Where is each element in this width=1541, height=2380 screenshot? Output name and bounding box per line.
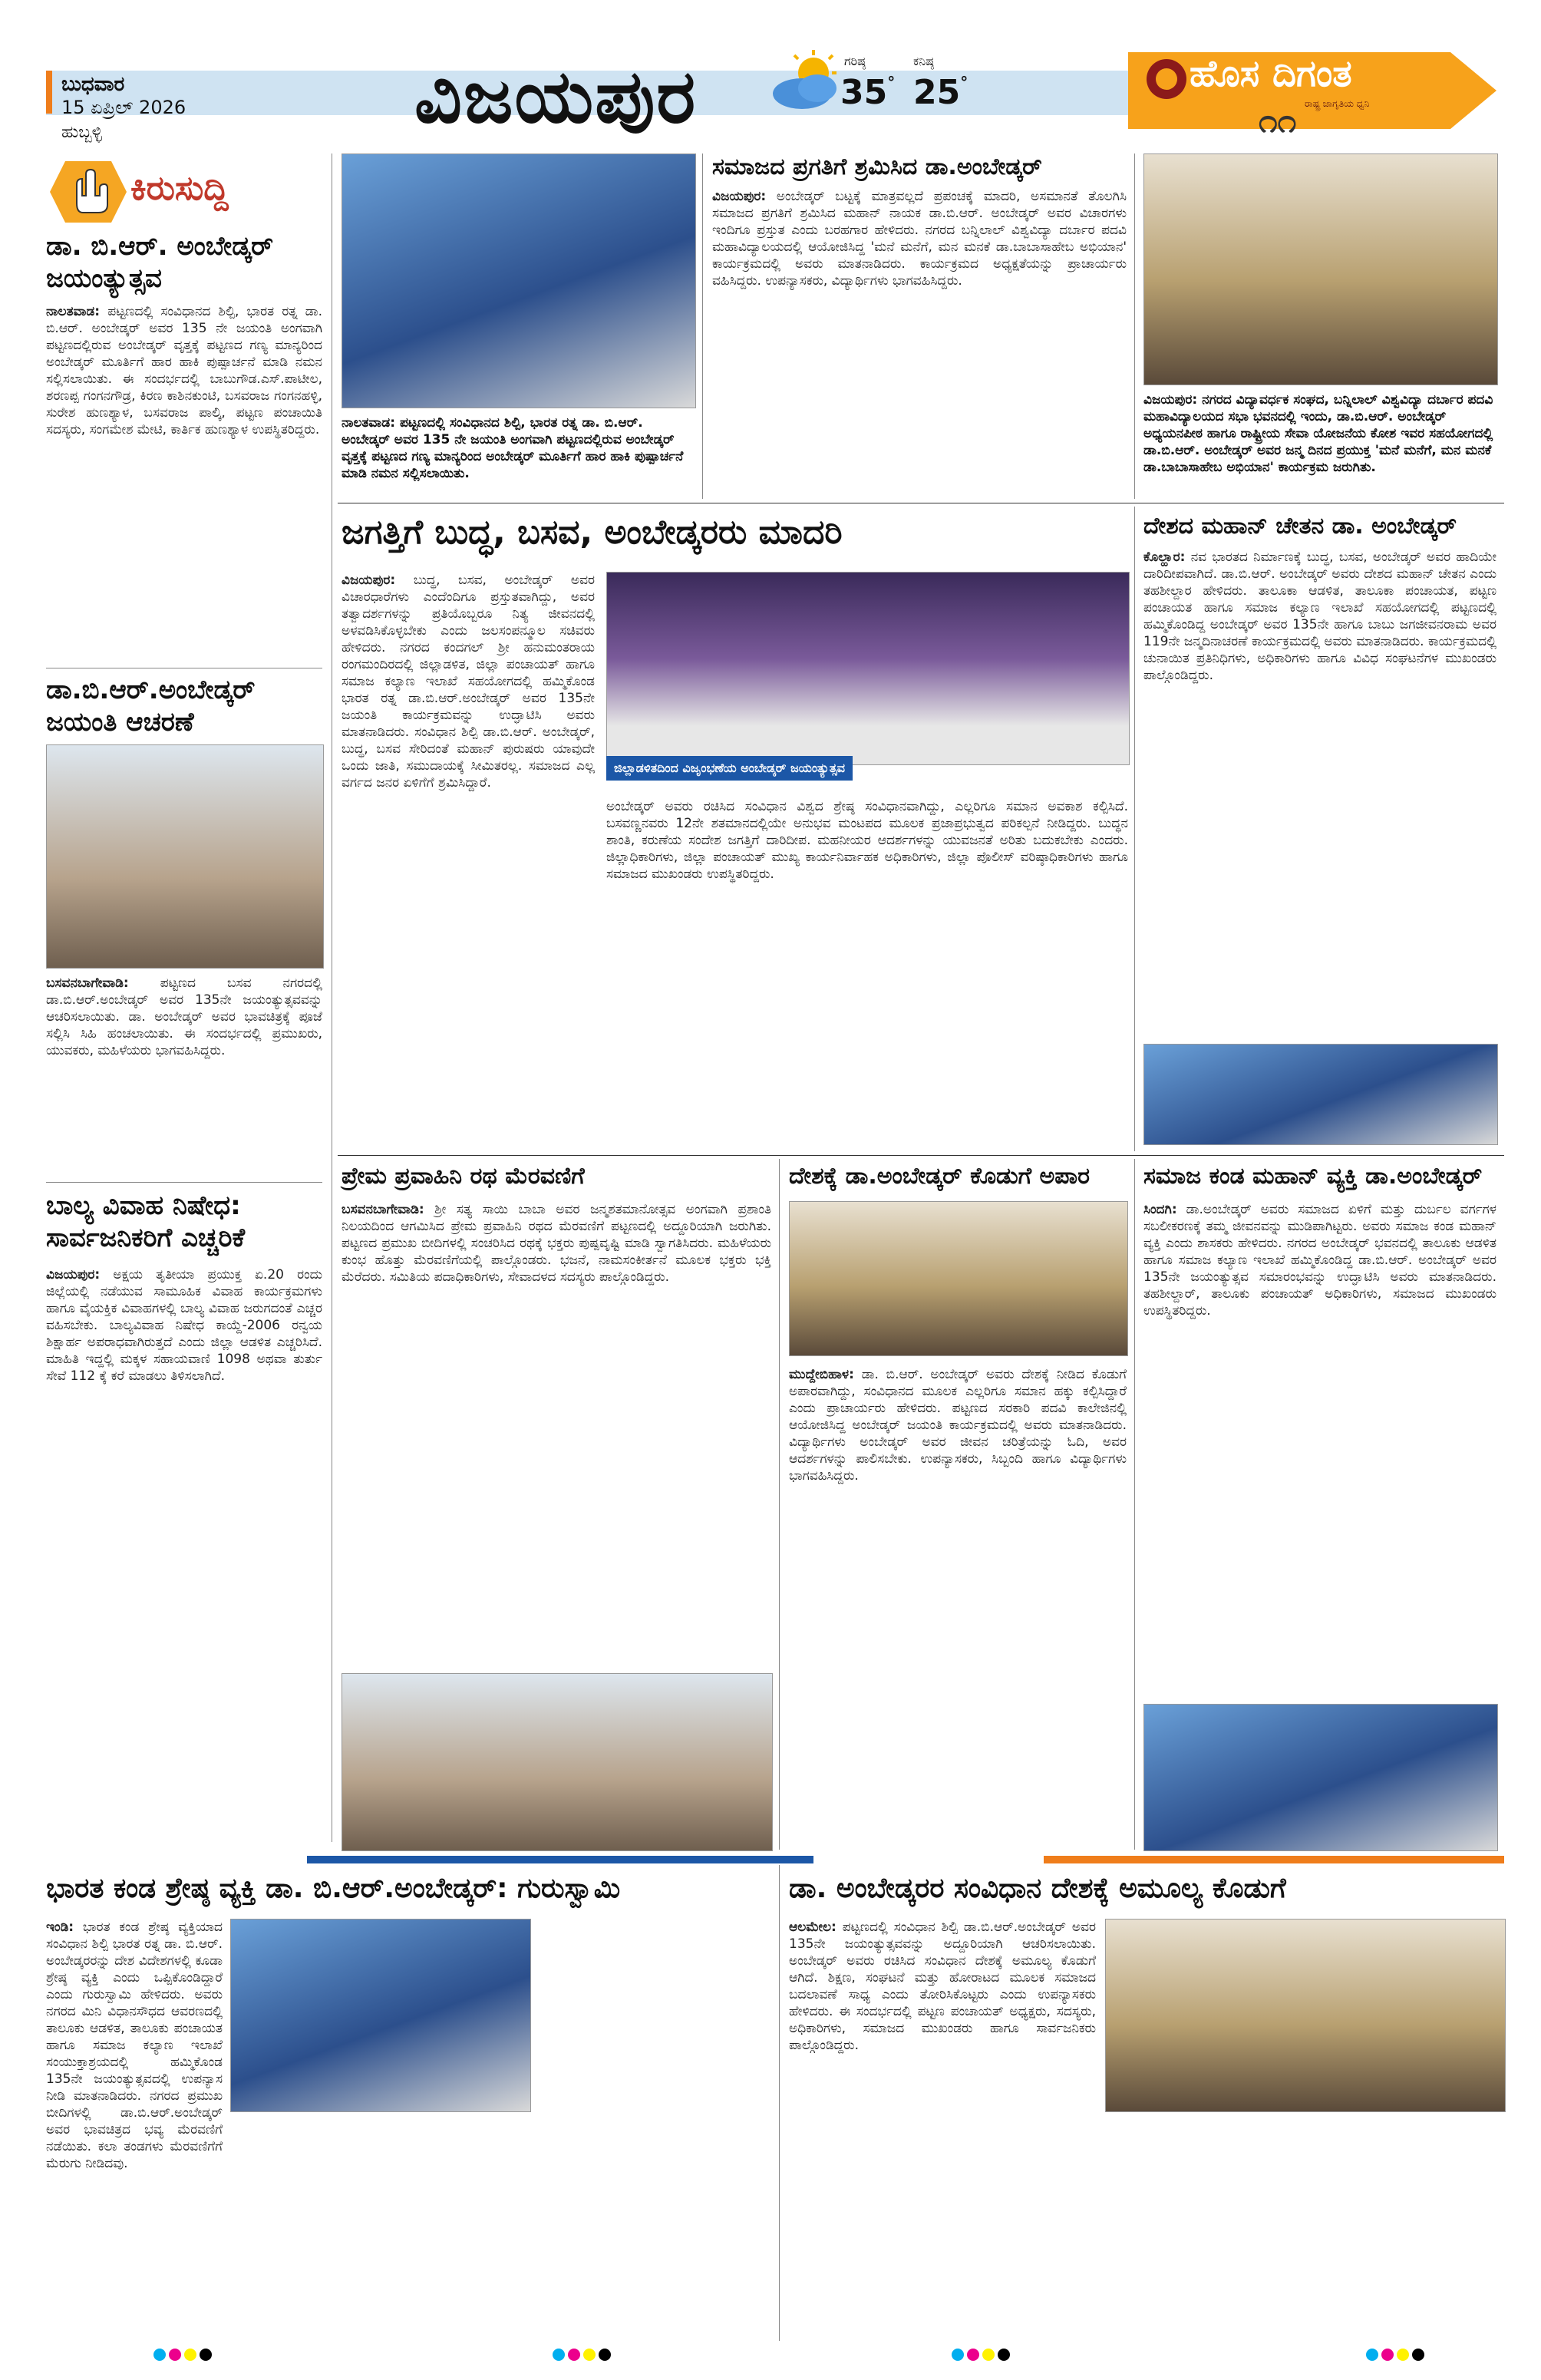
right-story-text: ನವ ಭಾರತದ ನಿರ್ಮಾಣಕ್ಕೆ ಬುದ್ಧ, ಬಸವ, ಅಂಬೇಡ್ಕರ್ ಅವರ ಹಾದಿಯೇ ದಾರಿದೀಪವಾಗಿದೆ. ಡಾ.ಬಿ.ಆರ್. ಅಂಬೇಡ್ಕರ್ ಅವರು ದೇಶದ ಮಹಾನ್ ಚೇತನ ಎಂದು ತಹಶೀಲ್ದಾರ ಹೇಳಿದರು. ತಾಲೂಕಾ ಆಡಳಿತ, ತಾಲೂಕಾ ಪಂಚಾಯತ, ಪಟ್ಟಣ ಪಂಚಾಯತ ಹಾಗೂ ಸಮಾಜ ಕಲ್ಯಾಣ ಇಲಾಖೆ ಸಹಯೋಗದಲ್ಲಿ ಪಟ್ಟಣದಲ್ಲಿ ಹಮ್ಮಿಕೊಂಡಿದ್ದ ಅಂಬೇಡ್ಕರ್ ಅವರ 135ನೇ ಹಾಗೂ ಬಾಬು ಜಗಜೀವನರಾಮ ಅವರ 119ನೇ ಜನ್ಮದಿನಾಚರಣೆ ಕಾರ್ಯಕ್ರಮದಲ್ಲಿ ಅವರು ಮಾತನಾಡಿದರು. ಕಾರ್ಯಕ್ರಮದಲ್ಲಿ ಚುನಾಯಿತ ಪ್ರತಿನಿಧಿಗಳು, ಅಧಿಕಾರಿಗಳು ಹಾಗೂ ವಿವಿಧ ಸಂಘಟನೆಗಳ ಮುಖಂಡರು ಪಾಲ್ಗೊಂಡಿದ್ದರು. <box>1143 550 1496 683</box>
mid-story2-dateline: ಮುದ್ದೇಬಿಹಾಳ: <box>789 1367 854 1382</box>
column-divider <box>1134 1159 1135 1850</box>
bottom-story2-title: ಡಾ. ಅಂಬೇಡ್ಕರರ ಸಂವಿಧಾನ ದೇಶಕ್ಕೆ ಅಮೂಲ್ಯ ಕೊಡುಗೆ <box>789 1873 1286 1904</box>
bottom-story1-photo <box>230 1919 531 2112</box>
temp-max-value: 35 <box>840 73 888 112</box>
registration-dots-icon <box>1366 2349 1435 2364</box>
top-story-body <box>712 188 1127 289</box>
section-strip <box>46 1856 1504 1863</box>
bottom-story2-body <box>789 1919 1096 2054</box>
top-photo-statue <box>342 153 696 408</box>
bottom-story1-title: ಭಾರತ ಕಂಡ ಶ್ರೇಷ್ಠ ವ್ಯಕ್ತಿ ಡಾ. ಬಿ.ಆರ್.ಅಂಬೇಡ್ಕರ್: ಗುರುಸ್ವಾಮಿ <box>46 1873 621 1904</box>
bottom-story1-body <box>46 1919 223 2172</box>
mid-story3-text: ಡಾ.ಅಂಬೇಡ್ಕರ್ ಅವರು ಸಮಾಜದ ಏಳಿಗೆ ಮತ್ತು ದುರ್ಬಲ ವರ್ಗಗಳ ಸಬಲೀಕರಣಕ್ಕೆ ತಮ್ಮ ಜೀವನವನ್ನು ಮುಡಿಪಾಗಿಟ್ಟರು. ಅವರು ಸಮಾಜ ಕಂಡ ಮಹಾನ್ ವ್ಯಕ್ತಿ ಎಂದು ಶಾಸಕರು ಹೇಳಿದರು. ನಗರದ ಅಂಬೇಡ್ಕರ್ ಭವನದಲ್ಲಿ ತಾಲೂಕು ಆಡಳಿತ ಹಾಗೂ ಸಮಾಜ ಕಲ್ಯಾಣ ಇಲಾಖೆ ಹಮ್ಮಿಕೊಂಡಿದ್ದ ಡಾ.ಬಿ.ಆರ್. ಅಂಬೇಡ್ಕರ್ ಅವರ 135ನೇ ಜಯಂತ್ಯುತ್ಸವ ಸಮಾರಂಭವನ್ನು ಉದ್ಘಾಟಿಸಿ ಅವರು ಮಾತನಾಡಿದರು. ತಹಶೀಲ್ದಾರ್, ತಾಲೂಕು ಪಂಚಾಯತ್ ಅಧಿಕಾರಿಗಳು, ಸಮಾಜದ ಮುಖಂಡರು ಉಪಸ್ಥಿತರಿದ್ದರು. <box>1143 1202 1497 1319</box>
brand-tagline: ರಾಷ್ಟ್ರ ಜಾಗೃತಿಯ ಧ್ವನಿ <box>1305 98 1370 109</box>
kiru-story1-body <box>46 303 322 438</box>
kiru-story2-dateline: ಬಸವನಬಾಗೇವಾಡಿ: <box>46 975 129 991</box>
top-photo-caption: ನಾಲತವಾಡ: ಪಟ್ಟಣದಲ್ಲಿ ಸಂವಿಧಾನದ ಶಿಲ್ಪಿ, ಭಾರತ ರತ್ನ ಡಾ. ಬಿ.ಆರ್. ಅಂಬೇಡ್ಕರ್ ಅವರ 135 ನೇ ಜಯಂತಿ ಅಂಗವಾಗಿ ಪಟ್ಟಣದಲ್ಲಿರುವ ಅಂಬೇಡ್ಕರ್ ವೃತ್ತಕ್ಕೆ ಪಟ್ಟಣದ ಗಣ್ಯ ಮಾನ್ಯರಿಂದ ಅಂಬೇಡ್ಕರ್ ಮೂರ್ತಿಗೆ ಹಾರ ಹಾಕಿ ಪುಷ್ಪಾರ್ಚನೆ ಮಾಡಿ ನಮನ ಸಲ್ಲಿಸಲಾಯಿತು. <box>342 415 684 481</box>
date-block <box>61 73 246 142</box>
column-divider <box>1134 153 1135 499</box>
kiru-story3-body <box>46 1266 322 1385</box>
bottom-story2-text: ಪಟ್ಟಣದಲ್ಲಿ ಸಂವಿಧಾನ ಶಿಲ್ಪಿ ಡಾ.ಬಿ.ಆರ್.ಅಂಬೇಡ್ಕರ್ ಅವರ 135ನೇ ಜಯಂತ್ಯುತ್ಸವವನ್ನು ಅದ್ದೂರಿಯಾಗಿ ಆಚರಿಸಲಾಯಿತು. ಅಂಬೇಡ್ಕರ್ ಅವರು ರಚಿಸಿದ ಸಂವಿಧಾನ ದೇಶಕ್ಕೆ ಅಮೂಲ್ಯ ಕೊಡುಗೆ ಆಗಿದೆ. ಶಿಕ್ಷಣ, ಸಂಘಟನೆ ಮತ್ತು ಹೋರಾಟದ ಮೂಲಕ ಸಮಾಜದ ಬದಲಾವಣೆ ಸಾಧ್ಯ ಎಂದು ತೋರಿಸಿಕೊಟ್ಟರು ಎಂದು ಉಪನ್ಯಾಸಕರು ಹೇಳಿದರು. ಈ ಸಂದರ್ಭದಲ್ಲಿ ಪಟ್ಟಣ ಪಂಚಾಯತ್ ಅಧ್ಯಕ್ಷರು, ಸದಸ್ಯರು, ಅಧಿಕಾರಿಗಳು, ಸಮಾಜದ ಮುಖಂಡರು ಹಾಗೂ ಸಾರ್ವಜನಿಕರು ಪಾಲ್ಗೊಂಡಿದ್ದರು. <box>789 1920 1096 2053</box>
column-divider <box>779 1865 780 2341</box>
kiru-story1-dateline: ನಾಲತವಾಡ: <box>46 304 101 319</box>
registration-dots-icon <box>952 2349 1021 2364</box>
lead-photo-caption: ಜಿಲ್ಲಾಡಳಿತದಿಂದ ವಿಜೃಂಭಣೆಯ ಅಂಬೇಡ್ಕರ್ ಜಯಂತ್ಯುತ್ಸವ <box>606 756 853 781</box>
top-story-title: ಸಮಾಜದ ಪ್ರಗತಿಗೆ ಶ್ರಮಿಸಿದ ಡಾ.ಅಂಬೇಡ್ಕರ್ <box>712 153 1042 180</box>
lead-title: ಜಗತ್ತಿಗೆ ಬುದ್ಧ, ಬಸವ, ಅಂಬೇಡ್ಕರರು ಮಾದರಿ <box>342 513 843 552</box>
top-story-dateline: ವಿಜಯಪುರ: <box>712 189 767 204</box>
mid-story3-dateline: ಸಿಂದಗಿ: <box>1143 1202 1177 1217</box>
right-story-title: ದೇಶದ ಮಹಾನ್ ಚೇತನ ಡಾ. ಅಂಬೇಡ್ಕರ್ <box>1143 513 1457 540</box>
strip-orange <box>1044 1856 1504 1863</box>
lead-photo <box>606 572 1130 765</box>
mid-story3-photo <box>1143 1704 1498 1851</box>
mid-story2-text: ಡಾ. ಬಿ.ಆರ್. ಅಂಬೇಡ್ಕರ್ ಅವರು ದೇಶಕ್ಕೆ ನೀಡಿದ ಕೊಡುಗೆ ಅಪಾರವಾಗಿದ್ದು, ಸಂವಿಧಾನದ ಮೂಲಕ ಎಲ್ಲರಿಗೂ ಸಮಾನ ಹಕ್ಕು ಕಲ್ಪಿಸಿದ್ದಾರೆ ಎಂದು ಪ್ರಾಚಾರ್ಯರು ಹೇಳಿದರು. ಪಟ್ಟಣದ ಸರಕಾರಿ ಪದವಿ ಕಾಲೇಜಿನಲ್ಲಿ ಆಯೋಜಿಸಿದ್ದ ಅಂಬೇಡ್ಕರ್ ಜಯಂತಿ ಕಾರ್ಯಕ್ರಮದಲ್ಲಿ ಅವರು ಮಾತನಾಡಿದರು. ವಿದ್ಯಾರ್ಥಿಗಳು ಅಂಬೇಡ್ಕರ್ ಅವರ ಜೀವನ ಚರಿತ್ರೆಯನ್ನು ಓದಿ, ಅವರ ಆದರ್ಶಗಳನ್ನು ಪಾಲಿಸಬೇಕು. ಉಪನ್ಯಾಸಕರು, ಸಿಬ್ಬಂದಿ ಹಾಗೂ ವಿದ್ಯಾರ್ಥಿಗಳು ಭಾಗವಹಿಸಿದ್ದರು. <box>789 1367 1127 1484</box>
kiru-story3-text: ಅಕ್ಷಯ ತೃತೀಯಾ ಪ್ರಯುಕ್ತ ಏ.20 ರಂದು ಜಿಲ್ಲೆಯಲ್ಲಿ ನಡೆಯುವ ಸಾಮೂಹಿಕ ವಿವಾಹ ಕಾರ್ಯಕ್ರಮಗಳು ಹಾಗೂ ವೈಯಕ್ತಿಕ ವಿವಾಹಗಳಲ್ಲಿ ಬಾಲ್ಯ ವಿವಾಹ ಜರುಗದಂತೆ ಎಚ್ಚರ ವಹಿಸಬೇಕು. ಬಾಲ್ಯವಿವಾಹ ನಿಷೇಧ ಕಾಯ್ದೆ-2006 ರನ್ವಯ ಶಿಕ್ಷಾರ್ಹ ಅಪರಾಧವಾಗಿರುತ್ತದೆ ಎಂದು ಜಿಲ್ಲಾ ಆಡಳಿತ ಎಚ್ಚರಿಸಿದೆ. ಮಾಹಿತಿ ಇದ್ದಲ್ಲಿ ಮಕ್ಕಳ ಸಹಾಯವಾಣಿ 1098 ಅಥವಾ ತುರ್ತು ಸೇವೆ 112 ಕ್ಕೆ ಕರೆ ಮಾಡಲು ತಿಳಿಸಲಾಗಿದೆ. <box>46 1267 322 1384</box>
edition-city: ಹುಬ್ಬಳ್ಳಿ <box>61 123 103 142</box>
kiru-story1-title: ಡಾ. ಬಿ.ಆರ್. ಅಂಬೇಡ್ಕರ್ ಜಯಂತ್ಯುತ್ಸವ <box>46 231 274 294</box>
temp-min <box>913 73 968 112</box>
kiru-story3-title: ಬಾಲ್ಯ ವಿವಾಹ ನಿಷೇಧ: ಸಾರ್ವಜನಿಕರಿಗೆ ಎಚ್ಚರಿಕೆ <box>46 1190 246 1253</box>
edition-title: ವಿಜಯಪುರ <box>414 54 698 140</box>
kiru-story2-body <box>46 975 322 1059</box>
kirusuddi-label: ಕಿರುಸುದ್ದಿ <box>130 169 229 208</box>
kiru-story1-text: ಪಟ್ಟಣದಲ್ಲಿ ಸಂವಿಧಾನದ ಶಿಲ್ಪಿ, ಭಾರತ ರತ್ನ ಡಾ. ಬಿ.ಆರ್. ಅಂಬೇಡ್ಕರ್ ಅವರ 135 ನೇ ಜಯಂತಿ ಅಂಗವಾಗಿ ಪಟ್ಟಣದಲ್ಲಿರುವ ಅಂಬೇಡ್ಕರ್ ವೃತ್ತಕ್ಕೆ ಪಟ್ಟಣದ ಗಣ್ಯ ಮಾನ್ಯರಿಂದ ಅಂಬೇಡ್ಕರ್ ಮೂರ್ತಿಗೆ ಹಾರ ಹಾಕಿ ಪುಷ್ಪಾರ್ಚನೆ ಮಾಡಿ ನಮನ ಸಲ್ಲಿಸಲಾಯಿತು. ಈ ಸಂದರ್ಭದಲ್ಲಿ ಬಾಬುಗೌಡ.ಎಸ್.ಪಾಟೀಲ, ಶರಣಪ್ಪ ಗಂಗನಗೌಡ್ರ, ಕಿರಣ ಕಾಶಿನಕುಂಟಿ, ಬಸವರಾಜ ಗಂಗನಹಳ್ಳಿ, ಸುರೇಶ ಹುಣಶ್ಯಾಳ, ಬಸವರಾಜ ಪಾಲ್ಕಿ, ಪಟ್ಟಣ ಪಂಚಾಯಿತಿ ಸದಸ್ಯರು, ಸಂಗಮೇಶ ಮೇಟಿ, ಕಾರ್ತಿಕ ಹುಣಶ್ಯಾಳ ಉಪಸ್ಥಿತರಿದ್ದರು. <box>46 304 322 437</box>
mid-story1-photo <box>342 1673 773 1851</box>
lead-body-col1 <box>342 572 595 791</box>
bottom-story1-text: ಭಾರತ ಕಂಡ ಶ್ರೇಷ್ಠ ವ್ಯಕ್ತಿಯಾದ ಸಂವಿಧಾನ ಶಿಲ್ಪಿ ಭಾರತ ರತ್ನ ಡಾ. ಬಿ.ಆರ್. ಅಂಬೇಡ್ಕರರನ್ನು ದೇಶ ವಿದೇಶಗಳಲ್ಲಿ ಕೂಡಾ ಶ್ರೇಷ್ಠ ವ್ಯಕ್ತಿ ಎಂದು ಒಪ್ಪಿಕೊಂಡಿದ್ದಾರೆ ಎಂದು ಗುರುಸ್ವಾಮಿ ಹೇಳಿದರು. ಅವರು ನಗರದ ಮಿನಿ ವಿಧಾನಸೌಧದ ಆವರಣದಲ್ಲಿ ತಾಲೂಕು ಆಡಳಿತ, ತಾಲೂಕು ಪಂಚಾಯತ ಹಾಗೂ ಸಮಾಜ ಕಲ್ಯಾಣ ಇಲಾಖೆ ಸಂಯುಕ್ತಾಶ್ರಯದಲ್ಲಿ ಹಮ್ಮಿಕೊಂಡ 135ನೇ ಜಯಂತ್ಯುತ್ಸವದಲ್ಲಿ ಉಪನ್ಯಾಸ ನೀಡಿ ಮಾತನಾಡಿದರು. ನಗರದ ಪ್ರಮುಖ ಬೀದಿಗಳಲ್ಲಿ ಡಾ.ಬಿ.ಆರ್.ಅಂಬೇಡ್ಕರ್ ಅವರ ಭಾವಚಿತ್ರದ ಭವ್ಯ ಮೆರವಣಿಗೆ ನಡೆಯಿತು. ಕಲಾ ತಂಡಗಳು ಮೆರವಣಿಗೆಗೆ ಮೆರುಗು ನೀಡಿದವು. <box>46 1920 223 2171</box>
date-accent-bar <box>46 71 52 114</box>
hand-point-icon <box>46 157 130 226</box>
kiru-story2-text: ಪಟ್ಟಣದ ಬಸವ ನಗರದಲ್ಲಿ ಡಾ.ಬಿ.ಆರ್.ಅಂಬೇಡ್ಕರ್ ಅವರ 135ನೇ ಜಯಂತ್ಯುತ್ಸವವನ್ನು ಆಚರಿಸಲಾಯಿತು. ಡಾ. ಅಂಬೇಡ್ಕರ್ ಅವರ ಭಾವಚಿತ್ರಕ್ಕೆ ಪೂಜೆ ಸಲ್ಲಿಸಿ ಸಿಹಿ ಹಂಚಲಾಯಿತು. ಈ ಸಂದರ್ಭದಲ್ಲಿ ಪ್ರಮುಖರು, ಯುವಕರು, ಮಹಿಳೆಯರು ಭಾಗವಹಿಸಿದ್ದರು. <box>46 975 322 1058</box>
top-photo-group <box>1143 153 1498 385</box>
mid-story2-body <box>789 1366 1127 1484</box>
lead-photo-caption-box <box>606 756 883 781</box>
sun-cloud-icon <box>767 46 852 123</box>
lead-text1: ಬುದ್ಧ, ಬಸವ, ಅಂಬೇಡ್ಕರ್ ಅವರ ವಿಚಾರಧಾರೆಗಳು ಎಂದೆಂದಿಗೂ ಪ್ರಸ್ತುತವಾಗಿದ್ದು, ಅವರ ತತ್ವಾದರ್ಶಗಳನ್ನು ಪ್ರತಿಯೊಬ್ಬರೂ ನಿತ್ಯ ಜೀವನದಲ್ಲಿ ಅಳವಡಿಸಿಕೊಳ್ಳಬೇಕು ಎಂದು ಜಲಸಂಪನ್ಮೂಲ ಸಚಿವರು ಹೇಳಿದರು. ನಗರದ ಕಂದಗಲ್ ಶ್ರೀ ಹನುಮಂತರಾಯ ರಂಗಮಂದಿರದಲ್ಲಿ ಜಿಲ್ಲಾಡಳಿತ, ಜಿಲ್ಲಾ ಪಂಚಾಯತ್ ಹಾಗೂ ಸಮಾಜ ಕಲ್ಯಾಣ ಇಲಾಖೆ ಸಹಯೋಗದಲ್ಲಿ ಹಮ್ಮಿಕೊಂಡ ಭಾರತ ರತ್ನ ಡಾ.ಬಿ.ಆರ್.ಅಂಬೇಡ್ಕರ್ ಅವರ 135ನೇ ಜಯಂತಿ ಕಾರ್ಯಕ್ರಮವನ್ನು ಉದ್ಘಾಟಿಸಿ ಅವರು ಮಾತನಾಡಿದರು. ಸಂವಿಧಾನ ಶಿಲ್ಪಿ ಡಾ.ಬಿ.ಆರ್. ಅಂಬೇಡ್ಕರ್, ಬುದ್ಧ, ಬಸವ ಸೇರಿದಂತೆ ಮಹಾನ್ ಪುರುಷರು ಯಾವುದೇ ಒಂದು ಜಾತಿ, ಸಮುದಾಯಕ್ಕೆ ಸೀಮಿತರಲ್ಲ. ಸಮಾಜದ ಎಲ್ಲ ವರ್ಗದ ಜನರ ಏಳಿಗೆಗೆ ಶ್ರಮಿಸಿದ್ದಾರೆ. <box>342 573 596 791</box>
lead-body-col2: ಅಂಬೇಡ್ಕರ್ ಅವರು ರಚಿಸಿದ ಸಂವಿಧಾನ ವಿಶ್ವದ ಶ್ರೇಷ್ಠ ಸಂವಿಧಾನವಾಗಿದ್ದು, ಎಲ್ಲರಿಗೂ ಸಮಾನ ಅವಕಾಶ ಕಲ್ಪಿಸಿದೆ. ಬಸವಣ್ಣನವರು 12ನೇ ಶತಮಾನದಲ್ಲಿಯೇ ಅನುಭವ ಮಂಟಪದ ಮೂಲಕ ಪ್ರಜಾಪ್ರಭುತ್ವದ ಪರಿಕಲ್ಪನೆ ನೀಡಿದ್ದರು. ಬುದ್ಧನ ಶಾಂತಿ, ಕರುಣೆಯ ಸಂದೇಶ ಜಗತ್ತಿಗೆ ದಾರಿದೀಪ. ಮಹನೀಯರ ಆದರ್ಶಗಳನ್ನು ಯುವಜನತೆ ಅರಿತು ಬದುಕಬೇಕು ಎಂದರು. ಜಿಲ್ಲಾಧಿಕಾರಿಗಳು, ಜಿಲ್ಲಾ ಪಂಚಾಯತ್ ಮುಖ್ಯ ಕಾರ್ಯನಿರ್ವಾಹಕ ಅಧಿಕಾರಿಗಳು, ಜಿಲ್ಲಾ ಪೊಲೀಸ್ ವರಿಷ್ಠಾಧಿಕಾರಿಗಳು ಹಾಗೂ ಸಮಾಜದ ಮುಖಂಡರು ಉಪಸ್ಥಿತರಿದ್ದರು. <box>606 799 1128 882</box>
mid-story2-photo <box>789 1201 1128 1356</box>
day-name: ಬುಧವಾರ <box>61 73 125 96</box>
mid-story1-title: ಪ್ರೇಮ ಪ್ರವಾಹಿನಿ ರಥ ಮೆರವಣಿಗೆ <box>342 1163 585 1190</box>
divider <box>338 1155 1504 1156</box>
right-story-photo <box>1143 1044 1498 1145</box>
kiru-story2-photo <box>46 744 324 969</box>
registration-dots-icon <box>153 2349 223 2364</box>
bottom-story2-dateline: ಆಲಮೇಲ: <box>789 1920 836 1935</box>
degree-symbol: ° <box>960 73 968 91</box>
mid-story3-body <box>1143 1201 1496 1319</box>
strip-blue <box>307 1856 813 1863</box>
kiru-story3-dateline: ವಿಜಯಪುರ: <box>46 1267 101 1282</box>
mid-story3-title: ಸಮಾಜ ಕಂಡ ಮಹಾನ್ ವ್ಯಕ್ತಿ ಡಾ.ಅಂಬೇಡ್ಕರ್ <box>1143 1163 1483 1190</box>
temp-min-label: ಕನಿಷ್ಠ <box>913 54 934 68</box>
kiru-story2-title: ಡಾ.ಬಿ.ಆರ್.ಅಂಬೇಡ್ಕರ್ ಜಯಂತಿ ಆಚರಣೆ <box>46 675 256 738</box>
top-story-text: ಅಂಬೇಡ್ಕರ್ ಬಟ್ಟಕ್ಕೆ ಮಾತ್ರವಲ್ಲದೆ ಪ್ರಪಂಚಕ್ಕೆ ಮಾದರಿ, ಅಸಮಾನತೆ ತೊಲಗಿಸಿ ಸಮಾಜದ ಪ್ರಗತಿಗೆ ಶ್ರಮಿಸಿದ ಮಹಾನ್ ನಾಯಕ ಡಾ.ಬಿ.ಆರ್. ಅಂಬೇಡ್ಕರ್ ಅವರ ವಿಚಾರಗಳು ಇಂದಿಗೂ ಪ್ರಸ್ತುತ ಎಂದು ಬರಹಗಾರ ಹೇಳಿದರು. ನಗರದ ಬನ್ನಿಲಾಲ್ ವಿಶ್ವವಿದ್ಯಾ ದರ್ಬಾರ ಪದವಿ ಮಹಾವಿದ್ಯಾಲಯದಲ್ಲಿ ಆಯೋಜಿಸಿದ್ದ 'ಮನೆ ಮನೆಗೆ, ಮನ ಮನಕೆ ಡಾ.ಬಾಬಾಸಾಹೇಬ ಅಭಿಯಾನ' ಕಾರ್ಯಕ್ರಮದಲ್ಲಿ ಅವರು ಮಾತನಾಡಿದರು. ಕಾರ್ಯಕ್ರಮದ ಅಧ್ಯಕ್ಷತೆಯನ್ನು ಪ್ರಾಚಾರ್ಯರು ವಹಿಸಿದ್ದರು. ಉಪನ್ಯಾಸಕರು, ವಿದ್ಯಾರ್ಥಿಗಳು ಭಾಗವಹಿಸಿದ್ದರು. <box>712 189 1127 289</box>
mid-story1-text: ಶ್ರೀ ಸತ್ಯ ಸಾಯಿ ಬಾಬಾ ಅವರ ಜನ್ಮಶತಮಾನೋತ್ಸವ ಅಂಗವಾಗಿ ಪ್ರಶಾಂತಿ ನಿಲಯದಿಂದ ಆಗಮಿಸಿದ ಪ್ರೇಮ ಪ್ರವಾಹಿನಿ ರಥದ ಮೆರವಣಿಗೆ ಪಟ್ಟಣದಲ್ಲಿ ಅದ್ದೂರಿಯಾಗಿ ಜರುಗಿತು. ಪಟ್ಟಣದ ಪ್ರಮುಖ ಬೀದಿಗಳಲ್ಲಿ ಸಂಚರಿಸಿದ ರಥಕ್ಕೆ ಭಕ್ತರು ಪುಷ್ಪವೃಷ್ಟಿ ಮಾಡಿ ಸ್ವಾಗತಿಸಿದರು. ಮಹಿಳೆಯರು ಕುಂಭ ಹೊತ್ತು ಮೆರವಣಿಗೆಯಲ್ಲಿ ಪಾಲ್ಗೊಂಡರು. ಭಜನೆ, ನಾಮಸಂಕೀರ್ತನೆ ಮೂಲಕ ಭಕ್ತರು ಭಕ್ತಿ ಮೆರೆದರು. ಸಮಿತಿಯ ಪದಾಧಿಕಾರಿಗಳು, ಸೇವಾದಳದ ಸದಸ್ಯರು ಪಾಲ್ಗೊಂಡಿದ್ದರು. <box>342 1202 771 1285</box>
divider <box>46 1182 322 1183</box>
lead-dateline: ವಿಜಯಪುರ: <box>342 573 396 588</box>
column-divider <box>779 1159 780 1850</box>
mid-story1-dateline: ಬಸವನಬಾಗೇವಾಡಿ: <box>342 1202 424 1217</box>
right-story-body <box>1143 549 1496 684</box>
mid-story1-body <box>342 1201 771 1286</box>
mid-story2-title: ದೇಶಕ್ಕೆ ಡಾ.ಅಂಬೇಡ್ಕರ್ ಕೊಡುಗೆ ಅಪಾರ <box>789 1163 1090 1190</box>
top-right-caption: ವಿಜಯಪುರ: ನಗರದ ವಿದ್ಯಾವರ್ಧಕ ಸಂಘದ, ಬನ್ನಿಲಾಲ್ ವಿಶ್ವವಿದ್ಯಾ ದರ್ಬಾರ ಪದವಿ ಮಹಾವಿದ್ಯಾಲಯದ ಸಭಾ ಭವನದಲ್ಲಿ ಇಂದು, ಡಾ.ಬಿ.ಆರ್. ಅಂಬೇಡ್ಕರ್ ಅಧ್ಯಯನಪೀಠ ಹಾಗೂ ರಾಷ್ಟ್ರೀಯ ಸೇವಾ ಯೋಜನೆಯ ಕೋಶ ಇವರ ಸಹಯೋಗದಲ್ಲಿ ಡಾ.ಬಿ.ಆರ್. ಅಂಬೇಡ್ಕರ್ ಅವರ ಜನ್ಮ ದಿನದ ಪ್ರಯುಕ್ತ 'ಮನೆ ಮನೆಗೆ, ಮನ ಮನಕೆ ಡಾ.ಬಾಬಾಸಾಹೇಬ ಅಭಿಯಾನ' ಕಾರ್ಯಕ್ರಮ ಜರುಗಿತು. <box>1143 392 1493 475</box>
temp-max <box>840 73 895 112</box>
column-divider <box>1134 507 1135 1151</box>
registration-dots-icon <box>553 2349 622 2364</box>
brand-name: ಹೊಸ ದಿಗಂತ <box>1190 52 1352 95</box>
temp-min-value: 25 <box>913 73 961 112</box>
temp-max-label: ಗರಿಷ್ಠ <box>844 54 866 68</box>
right-story-dateline: ಕೊಲ್ಹಾರ: <box>1143 550 1186 565</box>
degree-symbol: ° <box>887 73 896 91</box>
bottom-story1-dateline: ಇಂಡಿ: <box>46 1920 74 1935</box>
issue-date: 15 ಏಪ್ರಿಲ್ 2026 <box>61 97 186 118</box>
column-divider <box>702 153 703 499</box>
bottom-story2-photo <box>1105 1919 1506 2112</box>
page-number: ೧೧ <box>1259 101 1297 140</box>
